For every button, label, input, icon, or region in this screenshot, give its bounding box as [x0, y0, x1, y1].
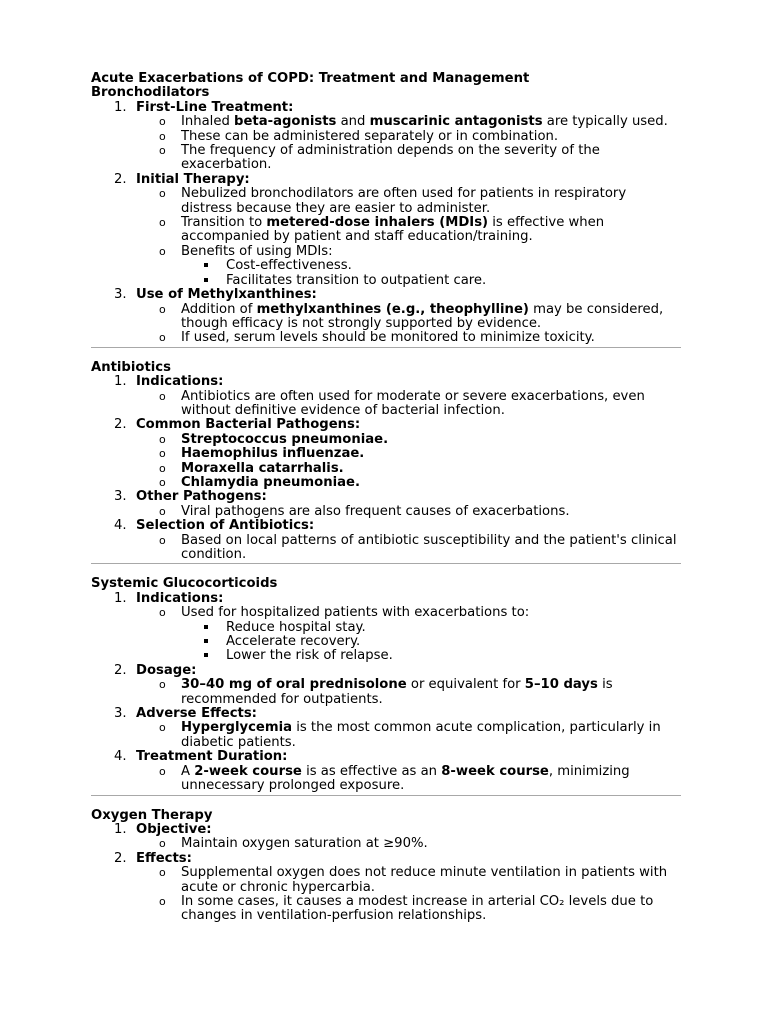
circle-bullet-icon: o [159, 461, 166, 475]
document-page [91, 72, 681, 924]
list-item [181, 621, 681, 635]
item-label: Dosage: [136, 662, 197, 678]
item-number: 2. [114, 171, 127, 187]
list-item [136, 606, 681, 664]
list-item [91, 823, 681, 852]
text: Addition of [181, 301, 257, 317]
glucocorticoids-list [91, 592, 681, 794]
circle-bullet-icon: o [159, 187, 166, 201]
text: Inhaled [181, 114, 235, 130]
item-label: Adverse Effects: [136, 706, 257, 722]
item-number: 3. [114, 706, 127, 722]
list-item [136, 765, 681, 794]
item-label: Indications: [136, 590, 224, 606]
circle-bullet-icon: o [159, 216, 166, 230]
sublist [136, 765, 681, 794]
text: may be considered, though efficacy is not strongly supported by evidence. [181, 301, 664, 331]
list-item [181, 635, 681, 649]
item-number: 3. [114, 489, 127, 505]
sublist [136, 433, 681, 491]
bold-text: 2-week course [194, 763, 302, 779]
list-item [91, 288, 681, 346]
sublist [136, 534, 681, 563]
text: Reduce hospital stay. [226, 619, 366, 635]
circle-bullet-icon: o [159, 129, 166, 143]
item-number: 2. [114, 417, 127, 433]
circle-bullet-icon: o [159, 721, 166, 735]
text: is as effective as an [301, 763, 442, 779]
bold-text: beta-agonists [234, 114, 337, 130]
list-item [91, 852, 681, 924]
section-title-antibiotics: Antibiotics [91, 359, 171, 375]
circle-bullet-icon: o [159, 533, 166, 547]
bold-text: Streptococcus pneumoniae. [181, 431, 389, 447]
list-item [136, 447, 681, 461]
text: are typically used. [542, 114, 668, 130]
text: Viral pathogens are also frequent causes of exacerbations. [181, 503, 570, 519]
circle-bullet-icon: o [159, 302, 166, 316]
item-number: 2. [114, 662, 127, 678]
item-label: Initial Therapy: [136, 171, 250, 187]
list-item [91, 173, 681, 288]
section-divider [91, 795, 681, 796]
circle-bullet-icon: o [159, 115, 166, 129]
bold-text: 5–10 days [524, 677, 598, 693]
text: The frequency of administration depends on the severity of the exacerbation. [181, 143, 600, 173]
list-item [91, 750, 681, 793]
item-number: 2. [114, 850, 127, 866]
item-label: Effects: [136, 850, 192, 866]
text: Used for hospitalized patients with exacerbations to: [181, 605, 530, 621]
circle-bullet-icon: o [159, 866, 166, 880]
circle-bullet-icon: o [159, 764, 166, 778]
list-item [136, 433, 681, 447]
text: is recommended for outpatients. [181, 677, 613, 707]
text: A [181, 763, 195, 779]
list-item [136, 245, 681, 288]
list-item [136, 303, 681, 332]
text: Maintain oxygen saturation at ≥90%. [181, 836, 428, 852]
text: , minimizing unnecessary prolonged exposure. [181, 763, 630, 794]
circle-bullet-icon: o [159, 144, 166, 158]
list-item [136, 534, 681, 563]
item-number: 4. [114, 518, 127, 534]
list-item [136, 216, 681, 245]
list-item [136, 115, 681, 129]
list-item [136, 187, 681, 216]
sublist [181, 621, 681, 664]
text: If used, serum levels should be monitored to minimize toxicity. [181, 330, 595, 346]
antibiotics-list [91, 375, 681, 562]
text: Accelerate recovery. [226, 634, 361, 650]
text: Based on local patterns of antibiotic susceptibility and the patient's clinical condition. [181, 532, 677, 562]
sublist [136, 303, 681, 346]
bold-text: metered-dose inhalers (MDIs) [266, 215, 489, 231]
text: Benefits of using MDIs: [181, 243, 333, 259]
section-oxygen-therapy [91, 809, 681, 924]
text: Facilitates transition to outpatient care. [226, 272, 487, 288]
circle-bullet-icon: o [159, 447, 166, 461]
list-item [181, 274, 681, 288]
text: Antibiotics are often used for moderate or severe exacerbations, even without definitive evidence of bacterial infection. [181, 388, 645, 418]
text: is effective when accompanied by patient and staff education/training. [181, 215, 605, 245]
bold-text: Hyperglycemia [181, 720, 292, 736]
sublist [136, 115, 681, 173]
list-item [91, 375, 681, 418]
circle-bullet-icon: o [159, 894, 166, 908]
section-title-bronchodilators: Bronchodilators [91, 85, 210, 101]
section-title-oxygen-therapy: Oxygen Therapy [91, 807, 213, 823]
text: Transition to [181, 215, 267, 231]
sublist [181, 259, 681, 288]
text: Cost-effectiveness. [226, 258, 352, 274]
list-item [91, 707, 681, 750]
bold-text: methylxanthines (e.g., theophylline) [256, 301, 529, 317]
bold-text: 8-week course [441, 763, 549, 779]
item-number: 1. [114, 590, 127, 606]
sublist [136, 390, 681, 419]
text: These can be administered separately or in combination. [181, 128, 559, 144]
circle-bullet-icon: o [159, 432, 166, 446]
list-item [91, 664, 681, 707]
circle-bullet-icon: o [159, 606, 166, 620]
text: Supplemental oxygen does not reduce minute ventilation in patients with acute or chronic hypercarbia. [181, 865, 668, 895]
sublist [136, 606, 681, 664]
section-divider [91, 347, 681, 348]
item-label: Indications: [136, 374, 224, 390]
section-divider [91, 563, 681, 564]
circle-bullet-icon: o [159, 475, 166, 489]
circle-bullet-icon: o [159, 331, 166, 345]
list-item [136, 476, 681, 490]
item-label: Treatment Duration: [136, 749, 288, 765]
text: and [336, 114, 370, 130]
list-item [136, 505, 681, 519]
text: In some cases, it causes a modest increase in arterial CO₂ levels due to changes in ventilation-perfusion relationships. [181, 893, 654, 924]
section-bronchodilators [91, 86, 681, 345]
sublist [136, 187, 681, 288]
section-title-glucocorticoids: Systemic Glucocorticoids [91, 576, 278, 592]
square-bullet-icon [204, 639, 208, 643]
bold-text: Moraxella catarrhalis. [181, 460, 344, 476]
list-item [91, 519, 681, 562]
item-label: First-Line Treatment: [136, 99, 294, 115]
oxygen-list [91, 823, 681, 924]
circle-bullet-icon: o [159, 504, 166, 518]
bold-text: Haemophilus influenzae. [181, 446, 365, 462]
list-item [136, 678, 681, 707]
list-item [91, 592, 681, 664]
sublist [136, 837, 681, 851]
list-item [136, 895, 681, 924]
item-label: Common Bacterial Pathogens: [136, 417, 361, 433]
list-item [136, 837, 681, 851]
section-antibiotics [91, 361, 681, 563]
list-item [136, 144, 681, 173]
circle-bullet-icon: o [159, 678, 166, 692]
text: Lower the risk of relapse. [226, 648, 393, 664]
item-label: Objective: [136, 821, 212, 837]
bronchodilators-list [91, 101, 681, 346]
square-bullet-icon [204, 653, 208, 657]
bold-text: muscarinic antagonists [369, 114, 543, 130]
square-bullet-icon [204, 625, 208, 629]
list-item [181, 649, 681, 663]
item-label: Other Pathogens: [136, 489, 267, 505]
item-number: 1. [114, 374, 127, 390]
sublist [136, 678, 681, 707]
circle-bullet-icon: o [159, 837, 166, 851]
list-item [136, 462, 681, 476]
item-number: 4. [114, 749, 127, 765]
list-item [91, 101, 681, 173]
text: is the most common acute complication, particularly in diabetic patients. [181, 720, 661, 750]
list-item [136, 721, 681, 750]
sublist [136, 721, 681, 750]
circle-bullet-icon: o [159, 389, 166, 403]
text: or equivalent for [406, 677, 525, 693]
list-item [136, 866, 681, 895]
list-item [91, 418, 681, 490]
document-title: Acute Exacerbations of COPD: Treatment and Management [91, 71, 530, 86]
item-number: 1. [114, 99, 127, 115]
sublist [136, 866, 681, 924]
text: Nebulized bronchodilators are often used for patients in respiratory distress because they are easier to administer. [181, 186, 627, 216]
bold-text: Chlamydia pneumoniae. [181, 474, 360, 490]
list-item [181, 259, 681, 273]
item-number: 3. [114, 287, 127, 303]
sublist [136, 505, 681, 519]
item-label: Selection of Antibiotics: [136, 518, 315, 534]
list-item [91, 490, 681, 519]
bold-text: 30–40 mg of oral prednisolone [181, 677, 407, 693]
section-glucocorticoids [91, 577, 681, 793]
list-item [136, 331, 681, 345]
item-number: 1. [114, 821, 127, 837]
square-bullet-icon [204, 263, 208, 267]
list-item [136, 130, 681, 144]
square-bullet-icon [204, 278, 208, 282]
circle-bullet-icon: o [159, 244, 166, 258]
item-label: Use of Methylxanthines: [136, 287, 317, 303]
list-item [136, 390, 681, 419]
